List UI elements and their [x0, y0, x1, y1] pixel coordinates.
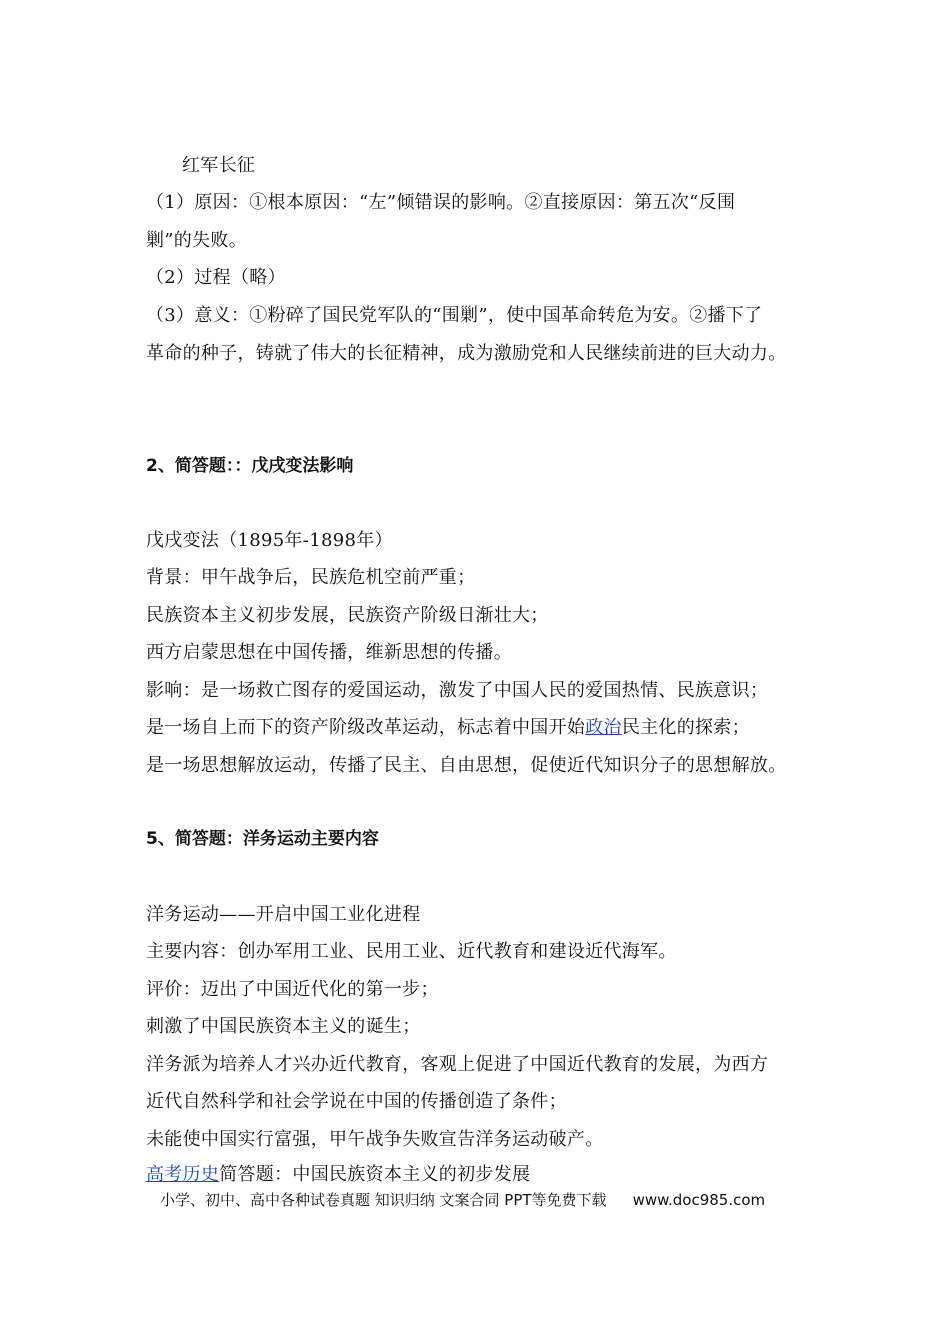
section-title-reform: 戊戌变法（1895年-1898年）: [146, 530, 393, 551]
paragraph-impact-1: 影响：是一场救亡图存的爱国运动，激发了中国人民的爱国热情、民族意识；: [146, 680, 769, 701]
paragraph-eval-3a: 洋务派为培养人才兴办近代教育，客观上促进了中国近代教育的发展，为西方: [146, 1054, 769, 1075]
next-topic-line: [146, 1162, 826, 1188]
impact-2-text-before: 是一场自上而下的资产阶级改革运动，标志着中国开始: [146, 717, 586, 738]
next-topic-text: 简答题：中国民族资本主义的初步发展: [219, 1164, 531, 1185]
paragraph-reason-2: 剿”的失败。: [146, 230, 248, 251]
paragraph-eval-1: 评价：迈出了中国近代化的第一步；: [146, 979, 439, 1000]
gaokao-history-link[interactable]: 高考历史: [146, 1164, 220, 1185]
paragraph-background-3: 西方启蒙思想在中国传播，维新思想的传播。: [146, 642, 512, 663]
paragraph-eval-3b: 近代自然科学和社会学说在中国的传播创造了条件；: [146, 1091, 567, 1112]
heading-question-2: 2、简答题：：戊戌变法影响: [146, 456, 354, 476]
footer-text: 小学、初中、高中各种试卷真题 知识归纳 文案合同 PPT等免费下载: [160, 1191, 607, 1209]
footer-site: www.doc985.com: [632, 1191, 766, 1209]
page-footer: [160, 1189, 765, 1211]
heading-question-5: 5、简答题：洋务运动主要内容: [146, 829, 379, 849]
paragraph-impact-3: 是一场思想解放运动，传播了民主、自由思想，促使近代知识分子的思想解放。: [146, 755, 787, 776]
paragraph-background-2: 民族资本主义初步发展，民族资产阶级日渐壮大；: [146, 605, 549, 626]
paragraph-content: 主要内容：创办军用工业、民用工业、近代教育和建设近代海军。: [146, 941, 677, 962]
impact-2-text-after: 民主化的探索；: [621, 717, 750, 738]
paragraph-eval-4: 未能使中国实行富强，甲午战争失败宣告洋务运动破产。: [146, 1129, 604, 1150]
section-title-self-strengthening: 洋务运动——开启中国工业化进程: [146, 904, 421, 925]
section-title-long-march: 红军长征: [182, 155, 256, 176]
paragraph-background-1: 背景：甲午战争后，民族危机空前严重；: [146, 567, 476, 588]
paragraph-reason-1: （1）原因：①根本原因：“左”倾错误的影响。②直接原因：第五次“反围: [146, 192, 736, 213]
paragraph-eval-2: 刺激了中国民族资本主义的诞生；: [146, 1016, 421, 1037]
paragraph-impact-2: [146, 715, 826, 741]
paragraph-meaning-1: （3）意义：①粉碎了国民党军队的“围剿”，使中国革命转危为安。②播下了: [146, 305, 763, 326]
paragraph-meaning-2: 革命的种子，铸就了伟大的长征精神，成为激励党和人民继续前进的巨大动力。: [146, 343, 787, 364]
politics-link[interactable]: 政治: [585, 717, 622, 738]
paragraph-process: （2）过程（略）: [146, 267, 286, 288]
